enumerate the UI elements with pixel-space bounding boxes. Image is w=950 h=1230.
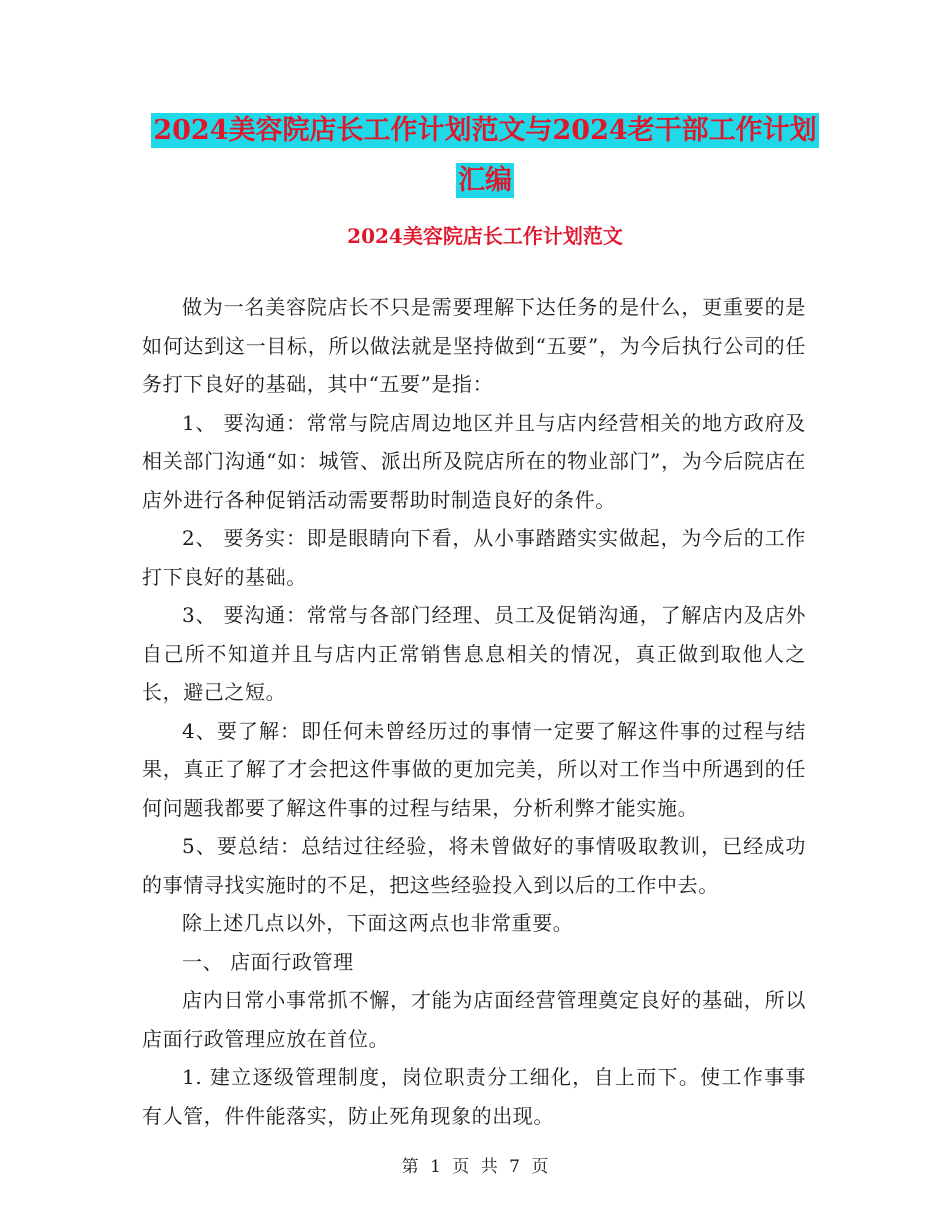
page-footer: 第 1 页 共 7 页 <box>401 1157 549 1177</box>
title-line-1: 2024美容院店长工作计划范文与2024老干部工作计划 <box>153 115 817 146</box>
document-body <box>142 288 806 1135</box>
paragraph: 5、要总结：总结过往经验，将未曾做好的事情吸取教训，已经成功的事情寻找实施时的不足，把这些经验投入到以后的工作中去。 <box>142 834 806 897</box>
paragraph: 1. 建立逐级管理制度，岗位职责分工细化，自上而下。使工作事事有人管，件件能落实，防止死角现象的出现。 <box>142 1065 806 1128</box>
title-line-2: 汇编 <box>458 165 512 196</box>
paragraph: 1、 要沟通：常常与院店周边地区并且与店内经营相关的地方政府及相关部门沟通“如：城管、派出所及院店所在的物业部门”，为今后院店在店外进行各种促销活动需要帮助时制造良好的条件。 <box>142 410 806 512</box>
paragraph: 做为一名美容院店长不只是需要理解下达任务的是什么，更重要的是如何达到这一目标，所以做法就是坚持做到“五要”，为今后执行公司的任务打下良好的基础，其中“五要”是指： <box>142 295 806 396</box>
paragraph: 2、 要务实：即是眼睛向下看，从小事踏踏实实做起，为今后的工作打下良好的基础。 <box>142 526 806 589</box>
paragraph: 店内日常小事常抓不懈，才能为店面经营管理奠定良好的基础，所以店面行政管理应放在首位。 <box>142 988 806 1051</box>
paragraph: 4、要了解：即任何未曾经历过的事情一定要了解这件事的过程与结果，真正了解了才会把这件事做的更加完美，所以对工作当中所遇到的任何问题我都要了解这件事的过程与结果，分析利弊才能实施。 <box>142 718 806 820</box>
section-title: 2024美容院店长工作计划范文 <box>347 224 623 248</box>
paragraph: 3、 要沟通：常常与各部门经理、员工及促销沟通，了解店内及店外自己所不知道并且与店内正常销售息息相关的情况，真正做到取他人之长，避己之短。 <box>142 603 806 704</box>
paragraph: 一、 店面行政管理 <box>182 949 354 974</box>
document-title <box>140 106 830 206</box>
paragraph: 除上述几点以外，下面这两点也非常重要。 <box>182 911 574 935</box>
